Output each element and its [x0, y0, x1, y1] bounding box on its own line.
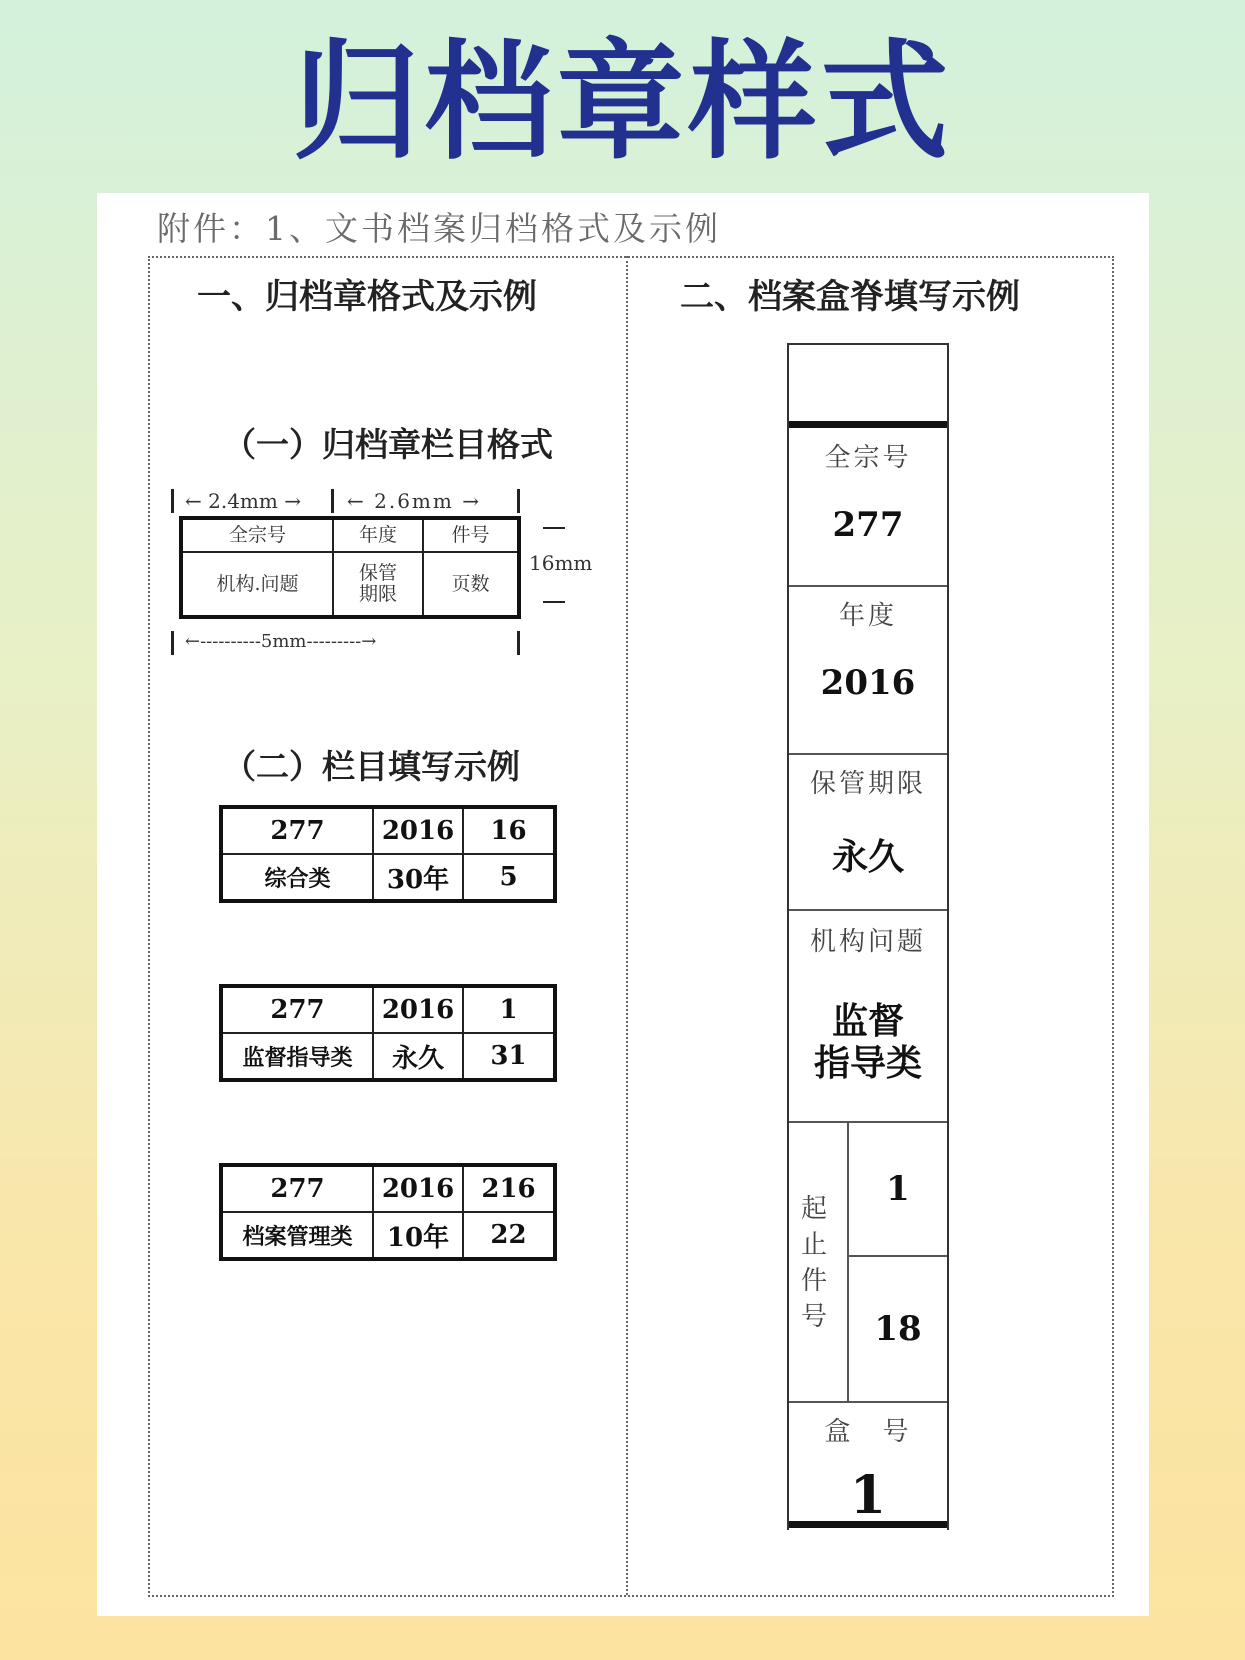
left-heading: 一、归档章格式及示例	[197, 277, 537, 317]
section-stamp-format: （一）归档章栏目格式	[223, 425, 553, 464]
section-examples: （二）栏目填写示例	[223, 747, 520, 786]
spine-divider	[789, 753, 947, 755]
range-label-1: 起	[801, 1194, 828, 1224]
spine-top-divider	[789, 421, 947, 428]
example-cell: 277	[221, 1165, 373, 1212]
spine-divider	[789, 585, 947, 587]
fonds-label: 全宗号	[824, 443, 912, 473]
example-cell: 综合类	[221, 854, 373, 901]
example-cell: 5	[463, 854, 555, 901]
example-cell: 16	[463, 807, 555, 854]
box-spine	[787, 343, 949, 1530]
stamp-format-table	[179, 516, 521, 619]
page-title: 归档章样式	[292, 28, 953, 177]
example-cell: 永久	[373, 1033, 463, 1080]
dim-tick	[331, 489, 334, 513]
example-cell: 277	[221, 986, 373, 1033]
attachment-caption: 附件：1、文书档案归档格式及示例	[157, 209, 721, 248]
example-stamp-3	[219, 1163, 557, 1261]
year-value: 2016	[820, 663, 916, 703]
dim-tick	[171, 631, 174, 655]
range-mid-divider	[847, 1255, 947, 1257]
dim-left-width: ← 2.4mm →	[185, 489, 301, 513]
org-label: 机构问题	[809, 927, 926, 957]
spine-divider	[789, 909, 947, 911]
org-value-line1: 监督	[831, 1000, 904, 1042]
example-cell: 10年	[373, 1212, 463, 1259]
stamp-cell: 机构.问题	[181, 552, 333, 617]
dim-right-width: ← 2.6mm →	[347, 489, 481, 513]
example-cell: 277	[221, 807, 373, 854]
org-value-line2: 指导类	[813, 1042, 922, 1084]
stamp-cell: 保管期限	[333, 552, 423, 617]
dim-height-bottom	[543, 601, 565, 603]
spine-divider	[789, 1121, 947, 1123]
dim-tick	[171, 489, 174, 513]
year-label: 年度	[838, 601, 897, 631]
box-label: 盒 号	[824, 1417, 912, 1447]
retention-value: 永久	[831, 836, 904, 878]
document-page	[97, 193, 1149, 1616]
example-cell: 2016	[373, 1165, 463, 1212]
dim-tick	[517, 489, 520, 513]
example-cell: 22	[463, 1212, 555, 1259]
stamp-cell: 年度	[333, 518, 423, 552]
dim-tick	[517, 631, 520, 655]
range-label-4: 号	[801, 1302, 828, 1332]
stamp-cell: 全宗号	[181, 518, 333, 552]
spine-divider	[789, 1401, 947, 1403]
column-divider	[626, 256, 628, 1595]
example-cell: 31	[463, 1033, 555, 1080]
range-end: 18	[874, 1309, 922, 1349]
range-label-3: 件	[801, 1266, 828, 1296]
right-heading: 二、档案盒脊填写示例	[680, 277, 1020, 317]
stamp-cell: 件号	[423, 518, 519, 552]
fonds-value: 277	[832, 505, 904, 545]
range-divider	[847, 1121, 849, 1401]
dim-height: 16mm	[529, 551, 593, 575]
example-stamp-2	[219, 984, 557, 1082]
dim-total-width: ←----------5mm---------→	[185, 631, 377, 652]
example-cell: 2016	[373, 807, 463, 854]
dim-height-top	[543, 527, 565, 529]
example-cell: 档案管理类	[221, 1212, 373, 1259]
stamp-cell: 页数	[423, 552, 519, 617]
example-cell: 30年	[373, 854, 463, 901]
example-cell: 216	[463, 1165, 555, 1212]
example-cell: 2016	[373, 986, 463, 1033]
spine-bottom-edge	[789, 1521, 947, 1528]
range-label-2: 止	[801, 1230, 828, 1260]
example-stamp-1	[219, 805, 557, 903]
retention-label: 保管期限	[809, 769, 926, 799]
box-value: 1	[849, 1465, 887, 1526]
example-cell: 监督指导类	[221, 1033, 373, 1080]
example-cell: 1	[463, 986, 555, 1033]
range-start: 1	[886, 1169, 910, 1209]
